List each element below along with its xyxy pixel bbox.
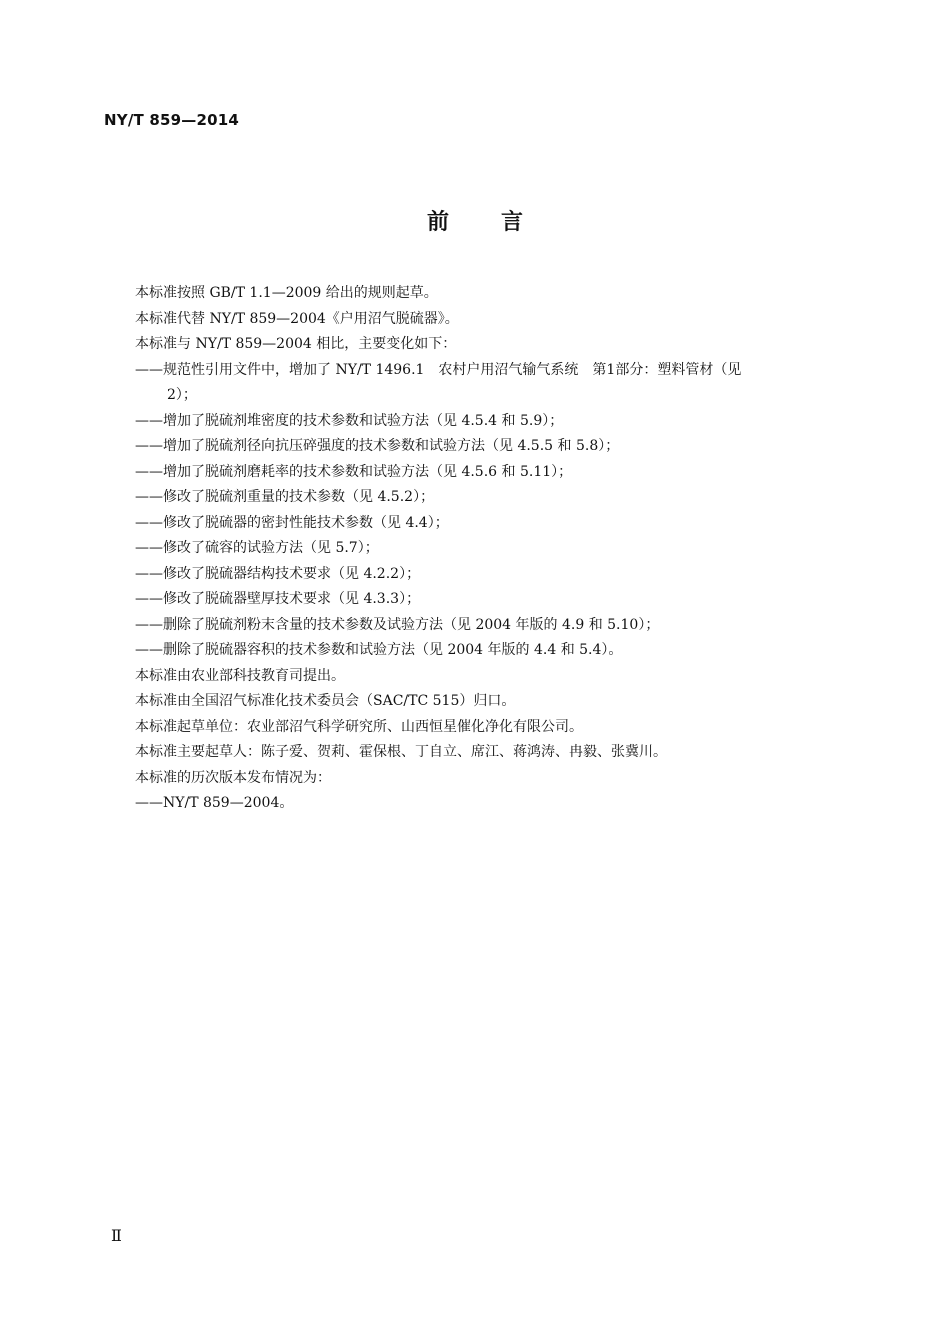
paragraph-drafting-units: 本标准起草单位：农业部沼气科学研究所、山西恒星催化净化有限公司。 — [135, 718, 583, 735]
page-title: 前言 — [426, 210, 575, 235]
change-item: ——规范性引用文件中，增加了 NY/T 1496.1 农村户用沼气输气系统 第1部分：塑料管材（见 — [135, 361, 742, 378]
paragraph-drafters: 本标准主要起草人：陈子爱、贺莉、霍保根、丁自立、席江、蒋鸿涛、冉毅、张冀川。 — [135, 744, 667, 760]
document-body — [135, 281, 850, 817]
paragraph-proposed-by: 本标准由农业部科技教育司提出。 — [135, 667, 345, 684]
version-history-item: ——NY/T 859—2004。 — [135, 795, 294, 811]
change-item: ——修改了脱硫剂重量的技术参数（见 4.5.2）； — [135, 489, 435, 505]
page-number: Ⅱ — [111, 1226, 122, 1245]
standard-code: NY/T 859—2014 — [104, 111, 240, 129]
paragraph-centralized-by: 本标准由全国沼气标准化技术委员会（SAC/TC 515）归口。 — [135, 693, 516, 709]
change-item: ——增加了脱硫剂磨耗率的技术参数和试验方法（见 4.5.6 和 5.11）； — [135, 463, 573, 480]
change-item-continuation: 2）； — [167, 387, 197, 403]
change-item: ——修改了硫容的试验方法（见 5.7）； — [135, 540, 379, 556]
paragraph-changes-intro: 本标准与 NY/T 859—2004 相比，主要变化如下： — [135, 336, 457, 352]
change-item: ——增加了脱硫剂径向抗压碎强度的技术参数和试验方法（见 4.5.5 和 5.8）； — [135, 438, 620, 454]
paragraph-drafting-rules: 本标准按照 GB/T 1.1—2009 给出的规则起草。 — [135, 285, 438, 301]
paragraph-replaces: 本标准代替 NY/T 859—2004《户用沼气脱硫器》。 — [135, 310, 459, 327]
change-item: ——修改了脱硫器结构技术要求（见 4.2.2）； — [135, 565, 421, 582]
change-item: ——删除了脱硫剂粉末含量的技术参数及试验方法（见 2004 年版的 4.9 和 5.10）； — [135, 616, 660, 633]
paragraph-version-history: 本标准的历次版本发布情况为： — [135, 769, 331, 786]
change-item: ——修改了脱硫器的密封性能技术参数（见 4.4）； — [135, 514, 449, 531]
change-item: ——删除了脱硫器容积的技术参数和试验方法（见 2004 年版的 4.4 和 5.4）。 — [135, 642, 623, 658]
change-item: ——增加了脱硫剂堆密度的技术参数和试验方法（见 4.5.4 和 5.9）； — [135, 412, 564, 429]
change-item: ——修改了脱硫器壁厚技术要求（见 4.3.3）； — [135, 591, 421, 607]
